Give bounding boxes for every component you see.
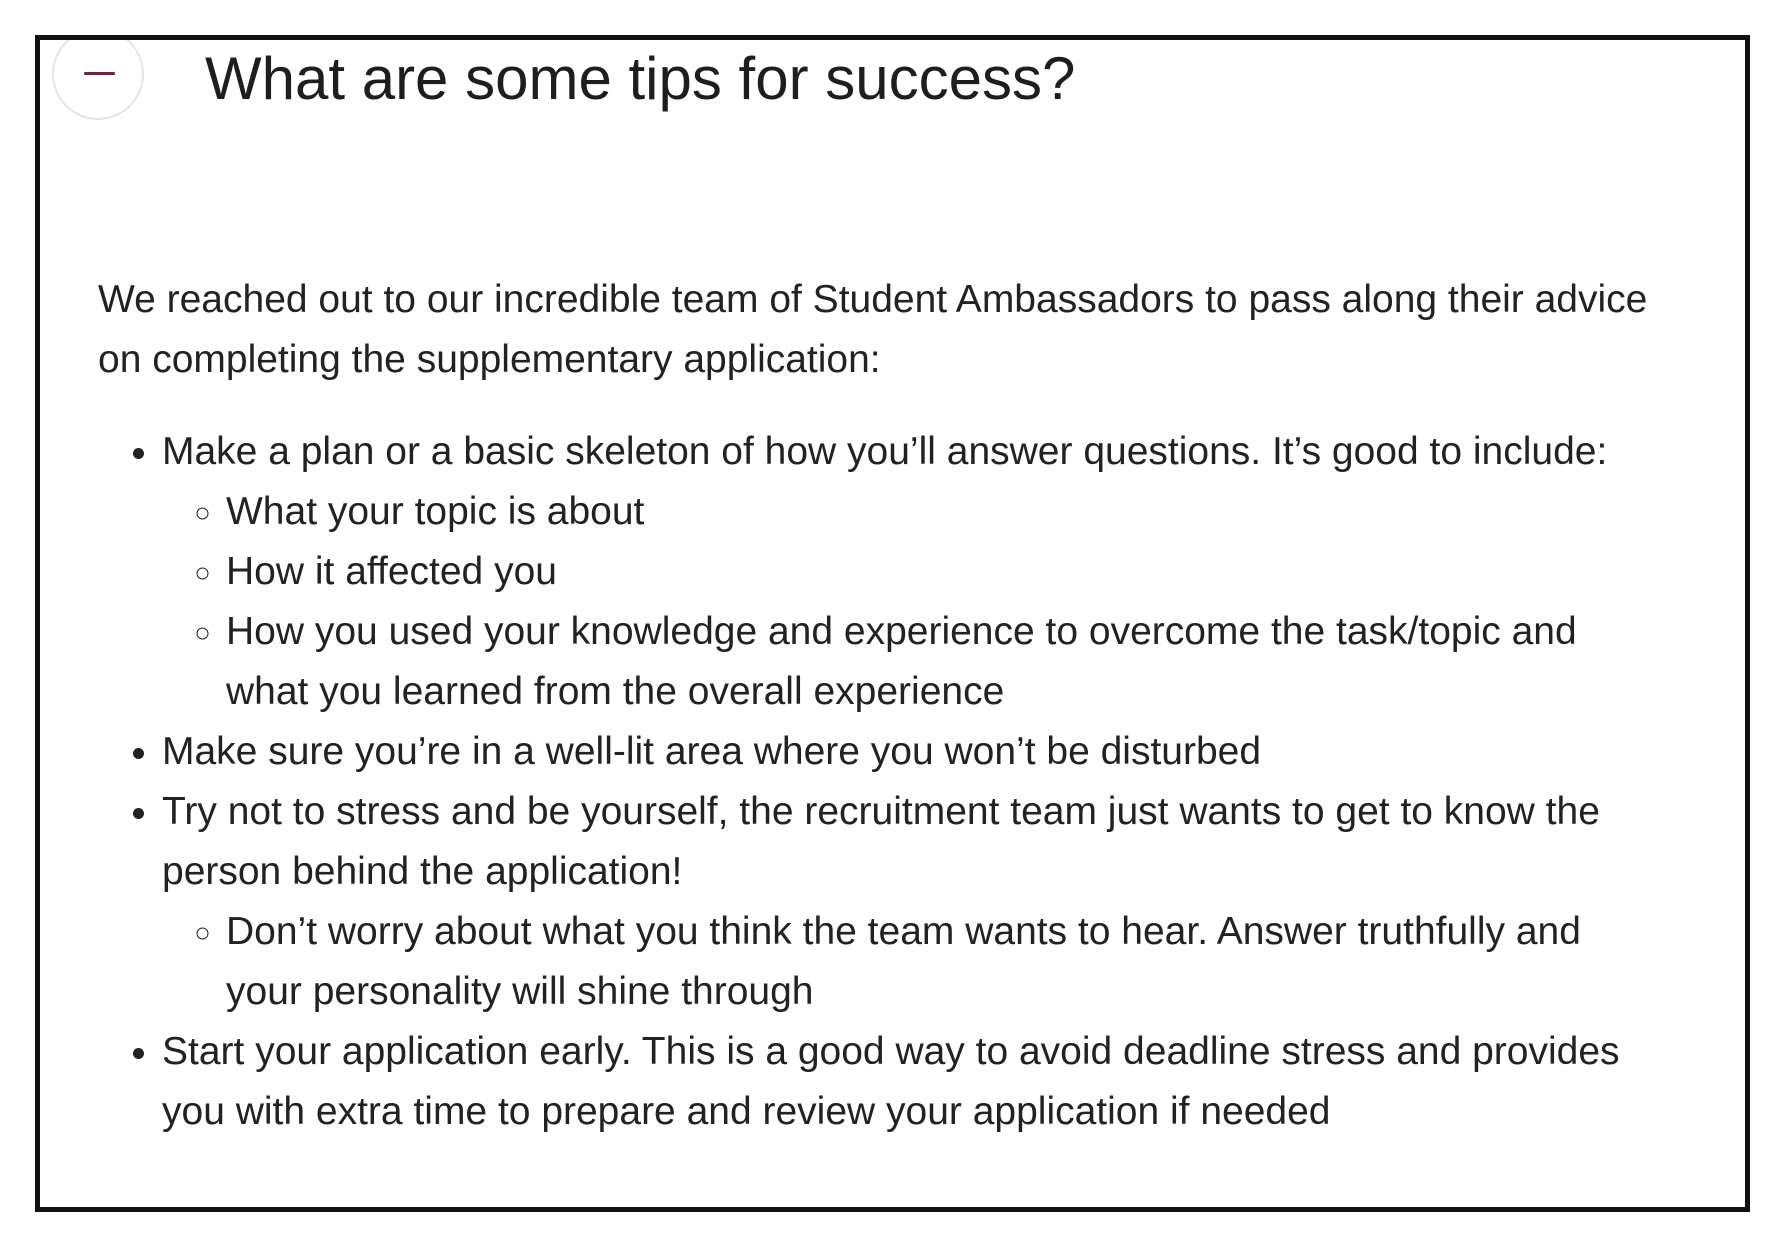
tip-item [162, 1022, 1658, 1142]
tip-text: Make sure you’re in a well-lit area where you won’t be disturbed [162, 730, 1262, 773]
tip-sublist [162, 482, 1658, 722]
tip-item [162, 722, 1658, 782]
sub-tip-item: ◦ Don’t worry about what you think the team wants to hear. Answer truthfully and your personality will shine through [226, 902, 1658, 1022]
collapse-toggle-button[interactable] [52, 35, 144, 120]
minus-icon [84, 72, 115, 75]
tip-text: Try not to stress and be yourself, the recruitment team just wants to get to know the person behind the application! [162, 790, 1600, 893]
faq-question-heading: What are some tips for success? [205, 45, 1076, 112]
tip-text: Make a plan or a basic skeleton of how you’ll answer questions. It’s good to include: [162, 430, 1608, 473]
tip-item [162, 422, 1658, 722]
sub-tip-item: ◦ How it affected you [226, 542, 1658, 602]
sub-tip-item: ◦ How you used your knowledge and experience to overcome the task/topic and what you learned from the overall experience [226, 602, 1658, 722]
faq-answer [98, 270, 1658, 1142]
tip-item [162, 782, 1658, 1022]
tips-list [98, 422, 1658, 1142]
tip-text: Start your application early. This is a good way to avoid deadline stress and provides you with extra time to prepare and review your application if needed [162, 1030, 1620, 1133]
intro-paragraph: We reached out to our incredible team of Student Ambassadors to pass along their advice on completing the supplementary application: [98, 278, 1648, 381]
faq-panel [35, 35, 1750, 1212]
sub-tip-item: ◦ What your topic is about [226, 482, 1658, 542]
tip-sublist [162, 902, 1658, 1022]
